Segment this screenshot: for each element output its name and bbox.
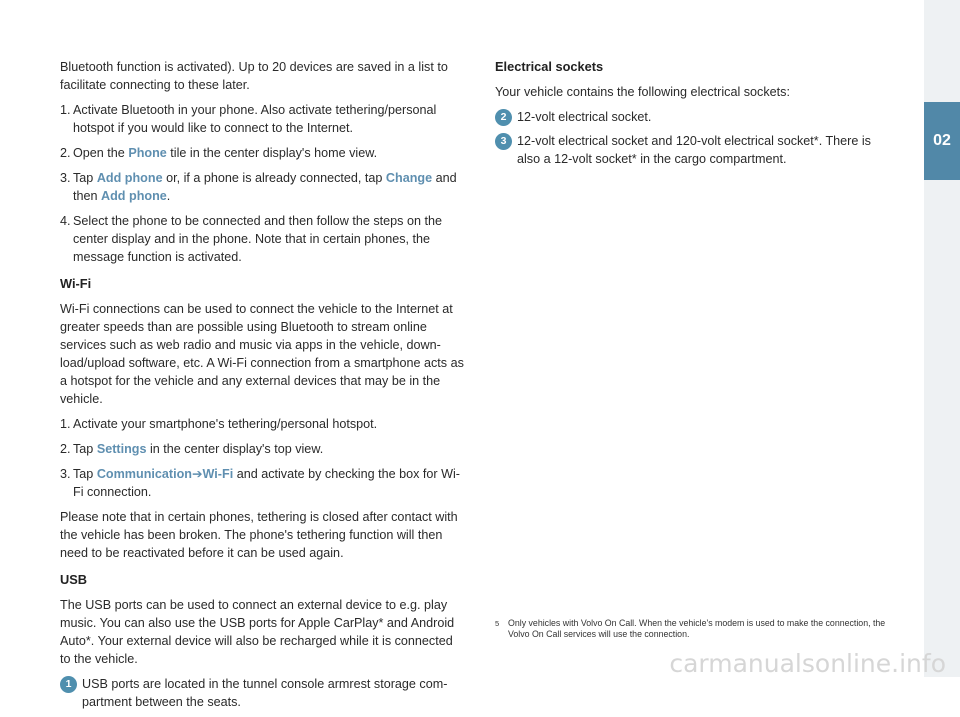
wifi-heading: Wi-Fi bbox=[60, 276, 92, 291]
chapter-tab[interactable] bbox=[924, 102, 960, 180]
step-text: Open the bbox=[73, 146, 129, 160]
wifi-link[interactable]: Wi-Fi bbox=[202, 467, 234, 481]
callout-text: 12-volt electrical socket. bbox=[517, 110, 652, 124]
footnote-number: 5 bbox=[495, 619, 500, 628]
change-link[interactable]: Change bbox=[385, 171, 433, 185]
step-number: 2. bbox=[60, 146, 71, 160]
footnote bbox=[495, 618, 905, 640]
step-text: Tap bbox=[73, 442, 97, 456]
watermark: carmanualsonline.info bbox=[669, 649, 946, 678]
step-text: Tap bbox=[73, 171, 97, 185]
intro-paragraph: Bluetooth function is activated). Up to 20 devices are saved in a list to facilitate connecting to these later. bbox=[60, 60, 448, 92]
arrow-right-icon: ➔ bbox=[191, 467, 203, 481]
communication-link[interactable]: Communication bbox=[96, 467, 192, 481]
step-number: 3. bbox=[60, 467, 71, 481]
sockets-intro: Your vehicle contains the following electrical sockets: bbox=[495, 85, 790, 99]
step-text: in the center display's top view. bbox=[146, 442, 324, 456]
callout-number-icon: 2 bbox=[495, 109, 512, 126]
usb-heading: USB bbox=[60, 572, 88, 587]
step-text: Activate your smartphone's tethering/personal hotspot. bbox=[73, 417, 378, 431]
bt-step-1 bbox=[60, 101, 464, 137]
wifi-note: Please note that in certain phones, tethering is closed after contact with the vehicle has been broken. The phone's tethering function will then need to be reactivated before it can be used again. bbox=[60, 510, 458, 560]
step-text: Tap bbox=[73, 467, 97, 481]
chapter-number: 02 bbox=[933, 132, 951, 149]
callout-text: USB ports are located in the tunnel console armrest storage com-partment between the seats. bbox=[82, 677, 448, 709]
step-number: 1. bbox=[60, 103, 71, 117]
bt-step-2 bbox=[60, 144, 464, 162]
wifi-step-2 bbox=[60, 440, 464, 458]
add-phone-link-2[interactable]: Add phone bbox=[101, 189, 167, 203]
callout-text: 12-volt electrical socket and 120-volt electrical socket*. There is also a 12-volt socket* in the cargo compartment. bbox=[517, 134, 871, 166]
step-number: 2. bbox=[60, 442, 71, 456]
step-text: Select the phone to be connected and then follow the steps on the center display and in the phone. Note that in certain phones, the message function is activated. bbox=[73, 214, 442, 264]
settings-link[interactable]: Settings bbox=[96, 442, 147, 456]
step-text: Activate Bluetooth in your phone. Also activate tethering/personal hotspot if you would like to connect to the Internet. bbox=[73, 103, 437, 135]
step-number: 4. bbox=[60, 214, 71, 228]
wifi-paragraph: Wi-Fi connections can be used to connect the vehicle to the Internet at greater speeds than are possible using Bluetooth to stream online services such as web radio and music via apps in the vehicle, down-load/upload software, etc. A Wi-Fi connection from a smartphone acts as a hotspot for the vehicle and any external devices that may be in the vehicle. bbox=[60, 302, 464, 406]
step-text: tile in the center display's home view. bbox=[166, 146, 378, 160]
left-column bbox=[60, 58, 464, 717]
socket-callout-2 bbox=[495, 108, 891, 126]
sockets-heading: Electrical sockets bbox=[495, 59, 604, 74]
step-number: 1. bbox=[60, 417, 71, 431]
step-text: and then bbox=[73, 171, 457, 203]
step-text: and activate by checking the box for Wi-Fi connection. bbox=[73, 467, 461, 499]
callout-number-icon: 1 bbox=[60, 676, 77, 693]
wifi-step-1 bbox=[60, 415, 464, 433]
callout-number-icon: 3 bbox=[495, 133, 512, 150]
usb-paragraph: The USB ports can be used to connect an external device to e.g. play music. You can also use the USB ports for Apple CarPlay* and Android Auto*. Your external device will also be recharged while it is connected to the vehicle. bbox=[60, 598, 455, 666]
usb-callout bbox=[60, 675, 464, 711]
bt-step-3 bbox=[60, 169, 464, 205]
footnote-text: Only vehicles with Volvo On Call. When the vehicle's modem is used to make the connection, the Volvo On Call services will use the connection. bbox=[508, 618, 886, 639]
step-text: . bbox=[166, 189, 171, 203]
socket-callout-3 bbox=[495, 132, 891, 168]
add-phone-link[interactable]: Add phone bbox=[96, 171, 163, 185]
step-number: 3. bbox=[60, 171, 71, 185]
wifi-step-3 bbox=[60, 465, 464, 501]
right-column bbox=[495, 58, 891, 174]
phone-link[interactable]: Phone bbox=[128, 146, 167, 160]
step-text: or, if a phone is already connected, tap bbox=[162, 171, 386, 185]
bt-step-4 bbox=[60, 212, 464, 266]
